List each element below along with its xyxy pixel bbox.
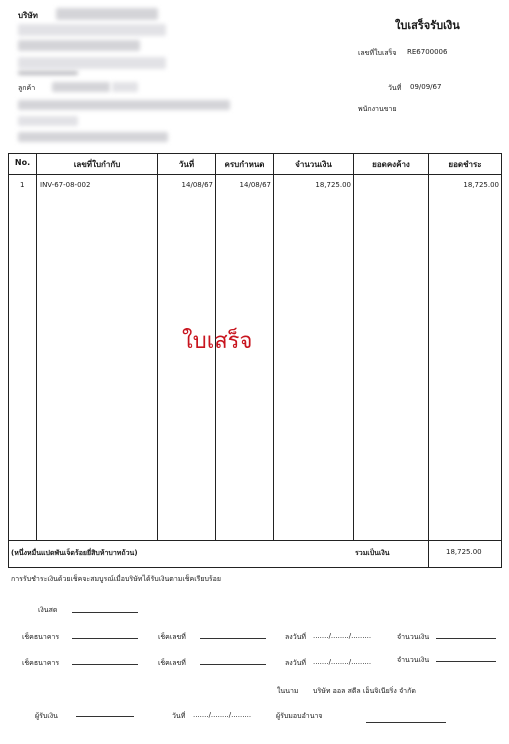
cheque-no-label-1: เช็คเลขที่: [158, 633, 186, 641]
cash-field[interactable]: [72, 612, 138, 613]
salesperson-label: พนักงานขาย: [358, 105, 397, 113]
cheque-no-label-2: เช็คเลขที่: [158, 659, 186, 667]
on-behalf-label: ในนาม: [277, 687, 299, 695]
amount-in-words: (หนึ่งหมื่นแปดพันเจ็ดร้อยยี่สิบห้าบาทถ้วน): [11, 549, 138, 557]
cash-label: เงินสด: [38, 606, 58, 614]
col-header-outstanding: ยอดคงค้าง: [372, 160, 410, 169]
bank-field-1[interactable]: [72, 638, 138, 639]
bank-label-1: เช็คธนาคาร: [22, 633, 60, 641]
bank-field-2[interactable]: [72, 664, 138, 665]
company-label: บริษัท: [18, 11, 38, 20]
receipt-number-label: เลขที่ใบเสร็จ: [358, 49, 397, 57]
col-header-paid: ยอดชำระ: [448, 160, 482, 169]
receipt-watermark: ใบเสร็จ: [182, 329, 253, 354]
col-header-invoice: เลขที่ใบกำกับ: [73, 160, 121, 169]
amount-field-2[interactable]: [436, 661, 496, 662]
document-title: ใบเสร็จรับเงิน: [395, 19, 460, 32]
amount-label-2: จำนวนเงิน: [397, 656, 430, 664]
customer-label: ลูกค้า: [18, 84, 36, 92]
receipt-number: RE6700006: [407, 48, 448, 56]
col-header-date: วันที่: [178, 160, 195, 169]
amount-label-1: จำนวนเงิน: [397, 633, 430, 641]
row-date: 14/08/67: [181, 181, 213, 189]
date-label: วันที่: [388, 84, 402, 92]
document-date: 09/09/67: [410, 83, 442, 91]
cheque-date-field-2[interactable]: ......./......../.........: [313, 658, 372, 666]
payer-signature-field[interactable]: [76, 716, 134, 717]
sign-date-field[interactable]: ......./......../.........: [193, 711, 252, 719]
cheque-date-field-1[interactable]: ......./......../.........: [313, 632, 372, 640]
cheque-no-field-1[interactable]: [200, 638, 266, 639]
sign-date-label: วันที่: [172, 712, 186, 720]
row-due: 14/08/67: [239, 181, 271, 189]
amount-field-1[interactable]: [436, 638, 496, 639]
cheque-date-label-2: ลงวันที่: [285, 659, 307, 667]
col-header-no: No.: [14, 158, 31, 167]
cheque-no-field-2[interactable]: [200, 664, 266, 665]
payer-label: ผู้รับเงิน: [35, 712, 58, 720]
company-name: บริษัท ออล สตีล เอ็นจิเนียริ่ง จำกัด: [313, 687, 416, 695]
payment-note: การรับชำระเงินด้วยเช็คจะสมบูรณ์เมื่อบริษัทได้รับเงินตามเช็คเรียบร้อย: [11, 575, 221, 583]
col-header-amount: จำนวนเงิน: [295, 160, 332, 169]
row-paid: 18,725.00: [463, 181, 499, 189]
col-header-due: ครบกำหนด: [224, 160, 265, 169]
row-no: 1: [20, 181, 25, 189]
row-invoice: INV-67-08-002: [40, 181, 91, 189]
total-amount: 18,725.00: [446, 548, 482, 556]
bank-label-2: เช็คธนาคาร: [22, 659, 60, 667]
total-label: รวมเป็นเงิน: [355, 549, 390, 557]
authorized-label: ผู้รับมอบอำนาจ: [276, 712, 323, 720]
cheque-date-label-1: ลงวันที่: [285, 633, 307, 641]
row-amount: 18,725.00: [315, 181, 351, 189]
authorized-signature-field[interactable]: [366, 722, 446, 723]
